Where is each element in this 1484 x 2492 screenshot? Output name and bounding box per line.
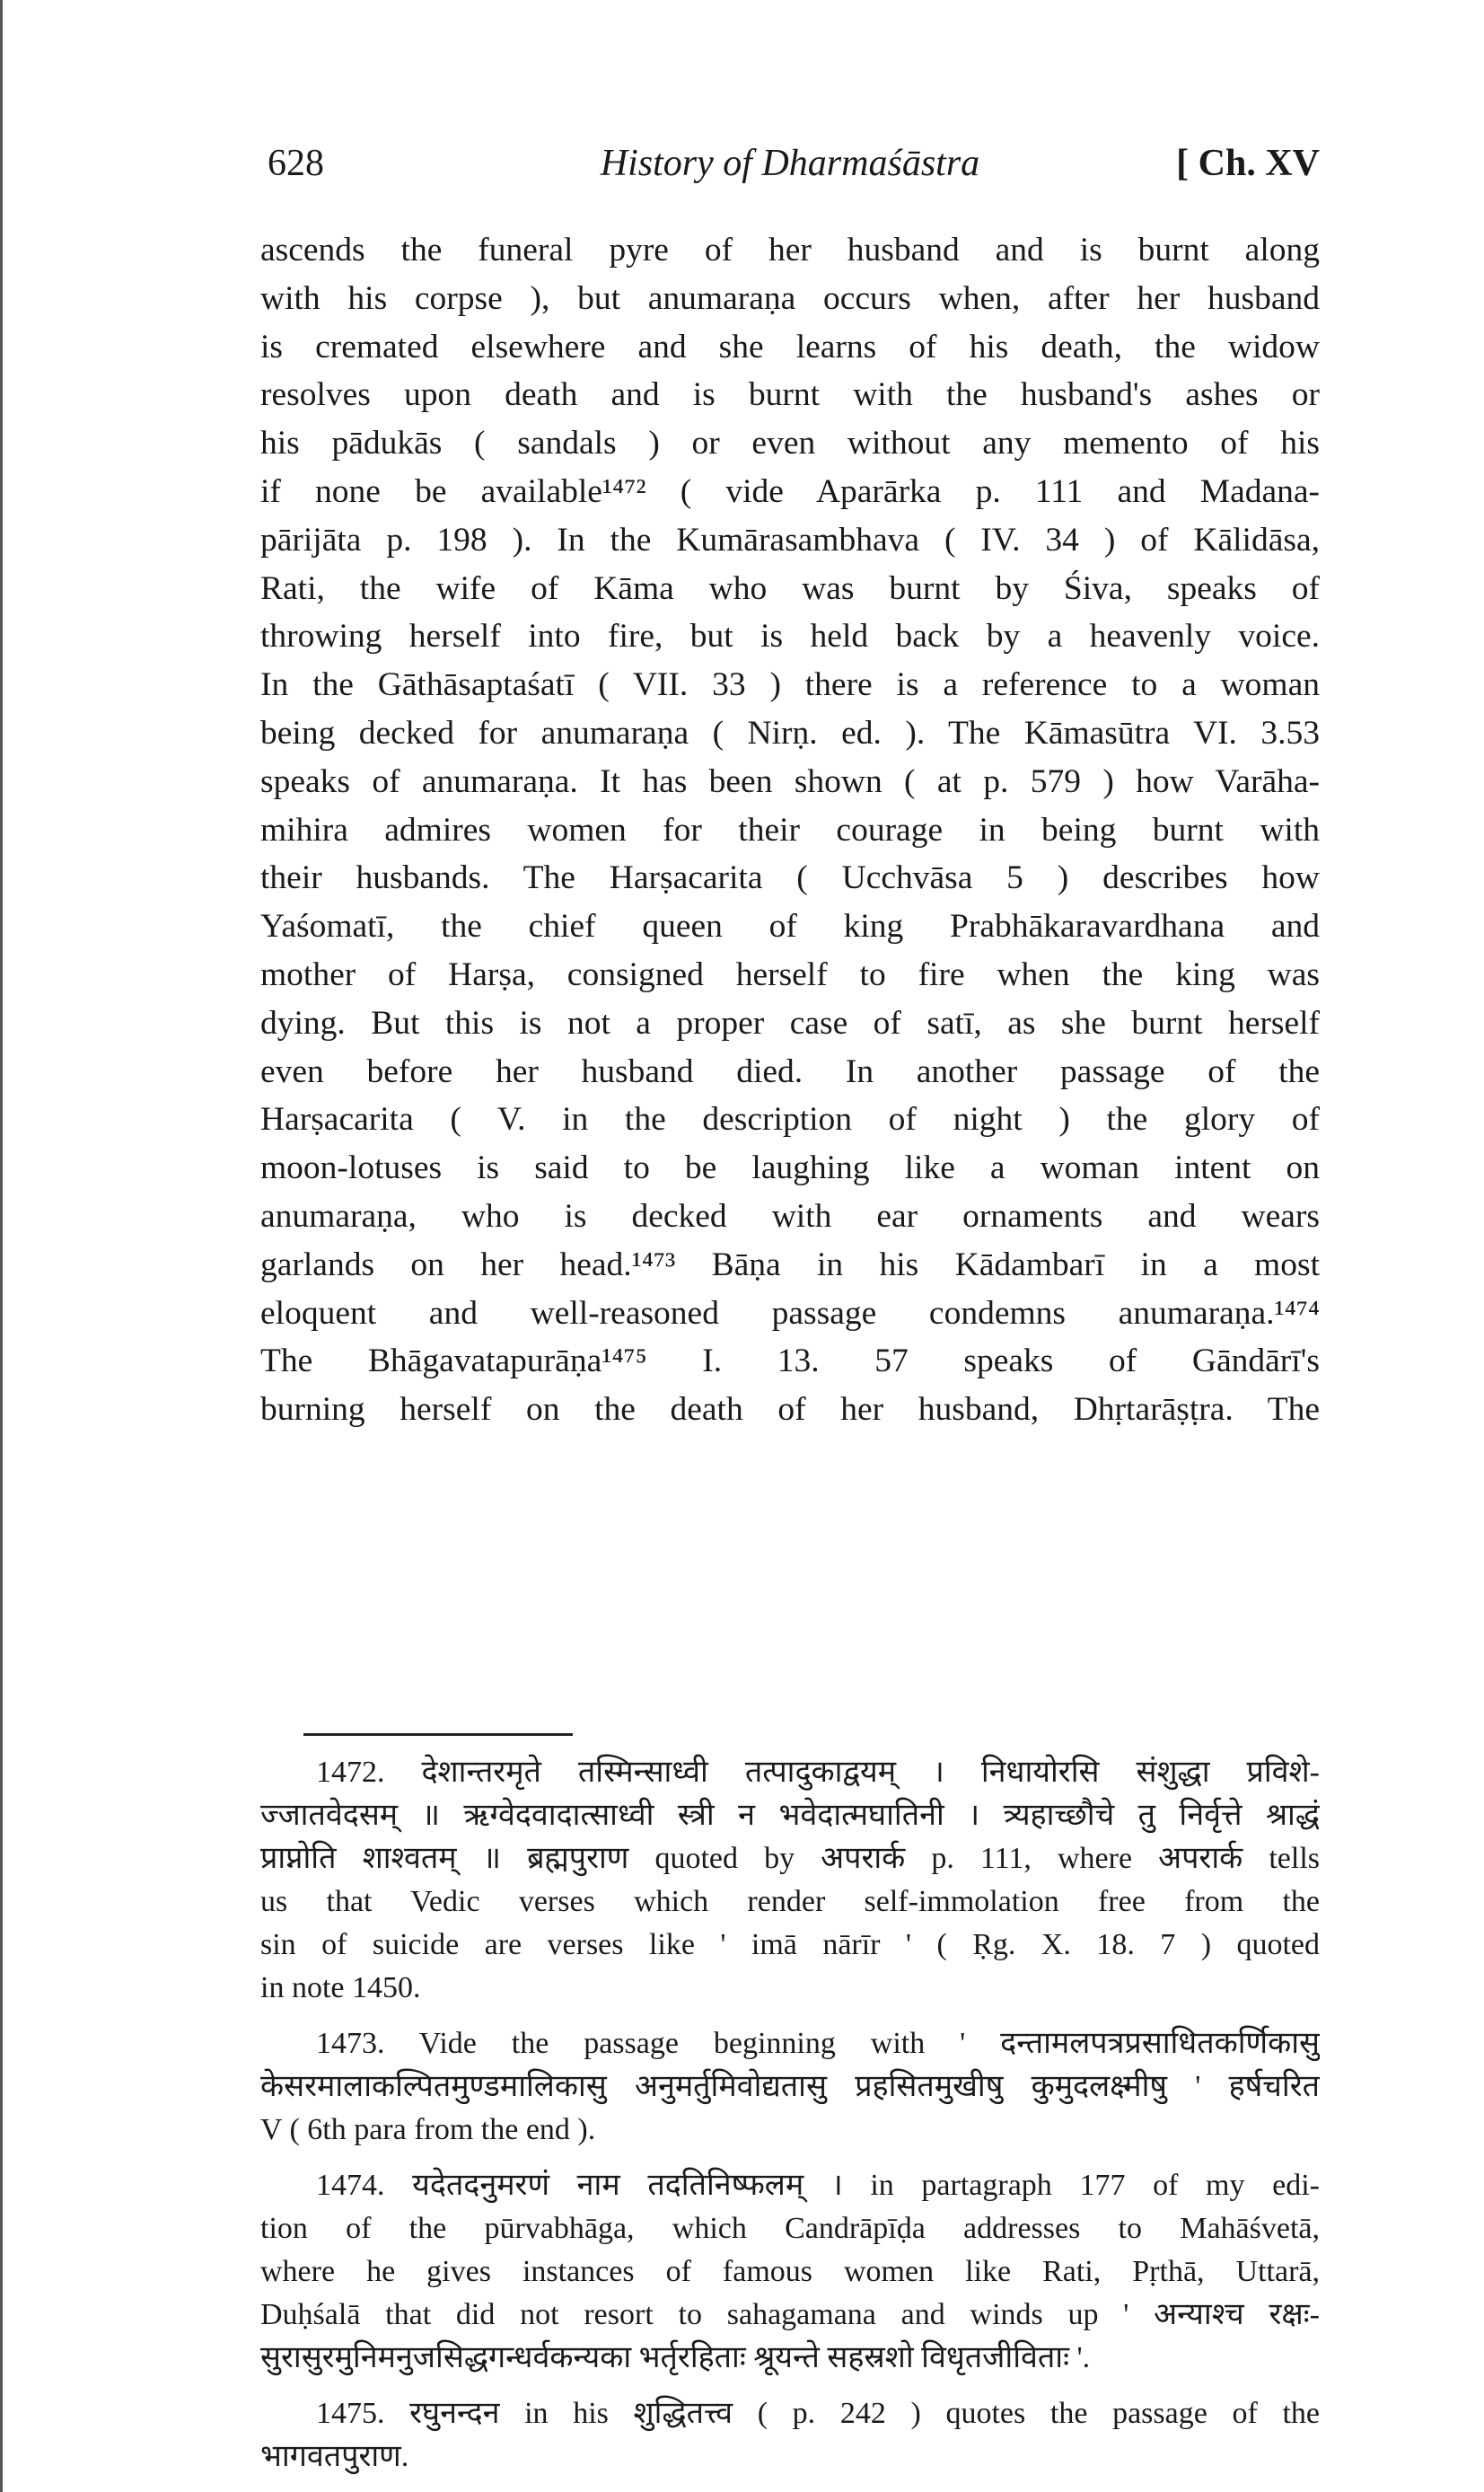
footnote-line: us that Vedic verses which render self-immolation free from the [260,1885,1320,1918]
footnote-line: सुरासुरमुनिमनुजसिद्धगन्धर्वकन्यका भर्तृरहिताः श्रूयन्ते सहस्रशो विधृतजीविताः '. [260,2341,1091,2374]
body-line: moon-lotuses is said to be laughing like a woman intent on [260,1149,1320,1187]
footnote-line: 1472. देशान्तरमृते तस्मिन्साध्वी तत्पादुकाद्वयम् । निधायोरसि संशुद्धा प्रविशे- [316,1756,1320,1789]
footnote-line: भागवतपुराण. [260,2440,409,2473]
footnote-1473 [260,2022,1320,2152]
footnote-line: where he gives instances of famous women like Rati, Pṛthā, Uttarā, [260,2255,1320,2288]
body-line: being decked for anumaraṇa ( Nirṇ. ed. ). The Kāmasūtra VI. 3.53 [260,714,1320,752]
body-line: their husbands. The Harṣacarita ( Ucchvāsa 5 ) describes how [260,859,1320,897]
footnote-1472 [260,1751,1320,2010]
body-line: ascends the funeral pyre of her husband and is burnt along [260,232,1320,269]
footnote-line: tion of the pūrvabhāga, which Candrāpīḍa addresses to Mahāśvetā, [260,2212,1320,2245]
footnotes [260,1751,1320,2491]
footnote-line: 1473. Vide the passage beginning with ' दन्तामलपत्रप्रसाधितकर्णिकासु [316,2027,1320,2060]
footnote-line: Duḥśalā that did not resort to sahagamana and winds up ' अन्याश्च रक्षः- [260,2298,1320,2331]
page-edge-shadow [0,0,3,2492]
footnote-line: V ( 6th para from the end ). [260,2113,596,2146]
body-line: Harṣacarita ( V. in the description of night ) the glory of [260,1101,1320,1139]
body-line: In the Gāthāsaptaśatī ( VII. 33 ) there is a reference to a woman [260,666,1320,704]
footnote-line: 1475. रघुनन्दन in his शुद्धितत्त्व ( p. 242 ) quotes the passage of the [316,2397,1320,2430]
footnote-line: प्राप्नोति शाश्वतम् ॥ ब्रह्मपुराण quoted by अपरार्क p. 111, where अपरार्क tells [260,1842,1320,1875]
body-line: mother of Harṣa, consigned herself to fire when the king was [260,955,1320,993]
footnote-divider [303,1733,573,1736]
footnote-line: sin of suicide are verses like ' imā nārīr ' ( Ṛg. X. 18. 7 ) quoted [260,1928,1320,1961]
body-line: dying. But this is not a proper case of satī, as she burnt herself [260,1004,1320,1042]
body-line: resolves upon death and is burnt with the husband's ashes or [260,376,1320,414]
body-line: Rati, the wife of Kāma who was burnt by Śiva, speaks of [260,569,1320,607]
body-line: Yaśomatī, the chief queen of king Prabhākaravardhana and [260,908,1320,946]
body-line: eloquent and well-reasoned passage condemns anumaraṇa.¹⁴⁷⁴ [260,1294,1320,1332]
page-number: 628 [268,143,324,184]
footnote-1474 [260,2164,1320,2380]
body-line: with his corpse ), but anumaraṇa occurs when, after her husband [260,279,1320,317]
body-line: speaks of anumaraṇa. It has been shown ( at p. 579 ) how Varāha- [260,762,1320,800]
body-text [260,226,1320,1434]
body-line: mihira admires women for their courage in being burnt with [260,811,1320,849]
body-line: if none be available¹⁴⁷² ( vide Aparārka p. 111 and Madana- [260,472,1320,510]
footnote-line: केसरमालाकल्पितमुण्डमालिकासु अनुमर्तुमिवोद्यतासु प्रहसितमुखीषु कुमुदलक्ष्मीषु ' हर्षचरित [260,2070,1320,2103]
footnote-line: ज्जातवेदसम् ॥ ऋग्वेदवादात्साध्वी स्त्री न भवेदात्मघातिनी । त्र्यहाच्छौचे तु निर्वृत्ते श्राद्धं [260,1799,1320,1832]
chapter-reference: [ Ch. XV [1176,143,1320,184]
body-line: burning herself on the death of her husband, Dhṛtarāṣṭra. The [260,1391,1320,1429]
running-title: History of Dharmaśāstra [600,143,980,184]
footnote-1475 [260,2392,1320,2479]
footnote-line: 1474. यदेतदनुमरणं नाम तदतिनिष्फलम् । in partagraph 177 of my edi- [316,2169,1320,2202]
body-line: anumaraṇa, who is decked with ear ornaments and wears [260,1197,1320,1235]
body-line: even before her husband died. In another passage of the [260,1052,1320,1090]
body-line: pārijāta p. 198 ). In the Kumārasambhava ( IV. 34 ) of Kālidāsa, [260,521,1320,559]
body-line: garlands on her head.¹⁴⁷³ Bāṇa in his Kādambarī in a most [260,1246,1320,1283]
body-line: throwing herself into fire, but is held back by a heavenly voice. [260,618,1320,656]
footnote-line: in note 1450. [260,1971,421,2004]
body-line: is cremated elsewhere and she learns of his death, the widow [260,328,1320,365]
page-header [260,135,1320,189]
body-line: his pādukās ( sandals ) or even without any memento of his [260,425,1320,462]
body-line: The Bhāgavatapurāṇa¹⁴⁷⁵ I. 13. 57 speaks of Gāndārī's [260,1343,1320,1380]
